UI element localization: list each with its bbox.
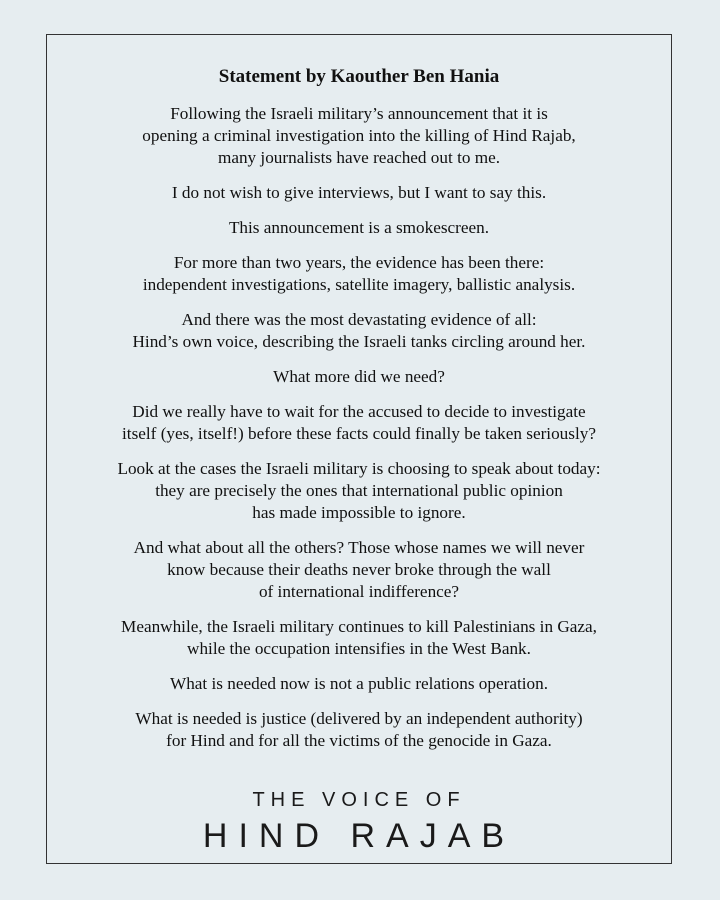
statement-title: Statement by Kaouther Ben Hania bbox=[218, 66, 500, 87]
paragraph-8: Look at the cases the Israeli military is choosing to speak about today: they are precisely the ones that international public opinion has made impossible to ignore. bbox=[117, 459, 601, 522]
statement-frame bbox=[46, 34, 672, 864]
paragraph-1: Following the Israeli military’s announcement that it is opening a criminal investigation into the killing of Hind Rajab, many journalists have reached out to me. bbox=[142, 104, 576, 167]
paragraph-12: What is needed is justice (delivered by an independent authority) for Hind and for all the victims of the genocide in Gaza. bbox=[135, 709, 583, 750]
brand-line-2: HIND RAJAB bbox=[202, 817, 516, 855]
paragraph-4: For more than two years, the evidence has been there: independent investigations, satellite imagery, ballistic analysis. bbox=[142, 253, 576, 294]
statement-content bbox=[47, 65, 671, 765]
paragraph-3: This announcement is a smokescreen. bbox=[228, 218, 490, 237]
paragraph-10: Meanwhile, the Israeli military continues to kill Palestinians in Gaza, while the occupation intensifies in the West Bank. bbox=[121, 617, 597, 658]
brand-line-1: THE VOICE OF bbox=[252, 789, 466, 811]
paragraph-5: And there was the most devastating evidence of all: Hind’s own voice, describing the Israeli tanks circling around her. bbox=[132, 310, 586, 351]
paragraph-7: Did we really have to wait for the accused to decide to investigate itself (yes, itself!) before these facts could finally be taken seriously? bbox=[122, 402, 596, 443]
paragraph-6: What more did we need? bbox=[273, 367, 445, 386]
paragraph-2: I do not wish to give interviews, but I want to say this. bbox=[171, 183, 547, 202]
paragraph-11: What is needed now is not a public relations operation. bbox=[169, 674, 549, 693]
paragraph-9: And what about all the others? Those whose names we will never know because their deaths never broke through the wall of international indifference? bbox=[133, 538, 585, 601]
brand-logo bbox=[47, 787, 671, 857]
